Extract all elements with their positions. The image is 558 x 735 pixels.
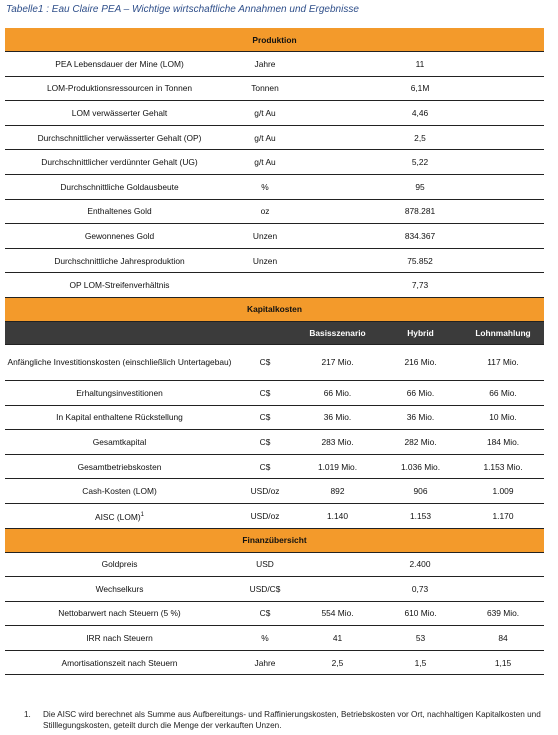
row-label: Erhaltungsinvestitionen: [5, 380, 234, 405]
row-value-hybrid: 610 Mio.: [379, 601, 462, 626]
row-value-base: 283 Mio.: [296, 430, 379, 455]
row-unit: %: [234, 174, 296, 199]
row-value-base: 1.140: [296, 503, 379, 528]
column-header: Lohnmahlung: [462, 321, 544, 344]
table-row: [5, 101, 544, 126]
row-value-base: 554 Mio.: [296, 601, 379, 626]
row-label: Amortisationszeit nach Steuern: [5, 650, 234, 675]
section-header-production: [5, 28, 544, 52]
section-title: Finanzübersicht: [5, 528, 544, 552]
column-header-empty: [5, 321, 234, 344]
row-unit: C$: [234, 430, 296, 455]
table-row: [5, 273, 544, 298]
row-unit: C$: [234, 380, 296, 405]
row-value-base: 892: [296, 479, 379, 504]
footnote-text: Die AISC wird berechnet als Summe aus Aufbereitungs- und Raffinierungskosten, Betriebskosten vor Ort, nachhaltigen Kapitalkosten und Stilllegungskosten, geteilt durch die Menge der verkauften Unzen.: [43, 710, 541, 730]
row-unit: Unzen: [234, 224, 296, 249]
row-value: 834.367: [296, 224, 544, 249]
row-unit: Tonnen: [234, 76, 296, 101]
row-value-hybrid: 282 Mio.: [379, 430, 462, 455]
row-value-toll: 117 Mio.: [462, 344, 544, 380]
row-value-base: 217 Mio.: [296, 344, 379, 380]
footnote-number: 1.: [24, 710, 31, 719]
row-value-hybrid: 216 Mio.: [379, 344, 462, 380]
table-row: [5, 650, 544, 675]
table-row: [5, 224, 544, 249]
row-value: 7,73: [296, 273, 544, 298]
row-label: Durchschnittliche Jahresproduktion: [5, 248, 234, 273]
column-header: Hybrid: [379, 321, 462, 344]
row-value: 6,1M: [296, 76, 544, 101]
row-unit: Jahre: [234, 52, 296, 77]
table-row: [5, 76, 544, 101]
row-value-hybrid: 36 Mio.: [379, 405, 462, 430]
row-value-base: 41: [296, 626, 379, 651]
table-row: [5, 626, 544, 651]
row-unit: USD/C$: [234, 577, 296, 602]
row-value-toll: 1.153 Mio.: [462, 454, 544, 479]
economics-table: [5, 28, 544, 675]
row-value-toll: 1.170: [462, 503, 544, 528]
row-label: IRR nach Steuern: [5, 626, 234, 651]
column-header-empty: [234, 321, 296, 344]
row-value: 2.400: [296, 552, 544, 577]
row-label: Anfängliche Investitionskosten (einschließlich Untertagebau): [5, 344, 234, 380]
row-label: Goldpreis: [5, 552, 234, 577]
row-unit: USD/oz: [234, 479, 296, 504]
section-header-finance: [5, 528, 544, 552]
row-value: 4,46: [296, 101, 544, 126]
row-value-toll: 639 Mio.: [462, 601, 544, 626]
row-value-hybrid: 53: [379, 626, 462, 651]
row-unit: g/t Au: [234, 125, 296, 150]
row-unit: C$: [234, 344, 296, 380]
row-unit: [234, 273, 296, 298]
row-value-hybrid: 1.036 Mio.: [379, 454, 462, 479]
row-label: OP LOM-Streifenverhältnis: [5, 273, 234, 298]
row-value-hybrid: 66 Mio.: [379, 380, 462, 405]
row-unit: oz: [234, 199, 296, 224]
table-row: [5, 150, 544, 175]
row-value-toll: 184 Mio.: [462, 430, 544, 455]
row-value: 95: [296, 174, 544, 199]
row-label: Durchschnittlicher verdünnter Gehalt (UG): [5, 150, 234, 175]
table-row: [5, 552, 544, 577]
row-value-toll: 66 Mio.: [462, 380, 544, 405]
row-label: Nettobarwert nach Steuern (5 %): [5, 601, 234, 626]
row-label: Durchschnittlicher verwässerter Gehalt (OP): [5, 125, 234, 150]
table-row: [5, 174, 544, 199]
row-value-hybrid: 1,5: [379, 650, 462, 675]
row-value-toll: 1.009: [462, 479, 544, 504]
table-row: [5, 479, 544, 504]
row-value-base: 2,5: [296, 650, 379, 675]
row-value-base: 1.019 Mio.: [296, 454, 379, 479]
row-unit: Jahre: [234, 650, 296, 675]
row-value-base: 66 Mio.: [296, 380, 379, 405]
row-label: Wechselkurs: [5, 577, 234, 602]
row-value: 2,5: [296, 125, 544, 150]
row-unit: C$: [234, 454, 296, 479]
row-unit: C$: [234, 601, 296, 626]
row-value: 11: [296, 52, 544, 77]
row-label: Cash-Kosten (LOM): [5, 479, 234, 504]
row-label: Gesamtbetriebskosten: [5, 454, 234, 479]
row-label: LOM-Produktionsressourcen in Tonnen: [5, 76, 234, 101]
row-label: Enthaltenes Gold: [5, 199, 234, 224]
section-title: Produktion: [5, 28, 544, 52]
table-row: [5, 601, 544, 626]
row-unit: %: [234, 626, 296, 651]
table-row: [5, 454, 544, 479]
table-row: [5, 199, 544, 224]
row-label: LOM verwässerter Gehalt: [5, 101, 234, 126]
table-row: [5, 577, 544, 602]
table-row: [5, 380, 544, 405]
row-unit: Unzen: [234, 248, 296, 273]
table-caption: Tabelle1 : Eau Claire PEA – Wichtige wirtschaftliche Annahmen und Ergebnisse: [6, 4, 359, 15]
row-value: 878.281: [296, 199, 544, 224]
table-row: [5, 125, 544, 150]
row-value-base: 36 Mio.: [296, 405, 379, 430]
column-header-row: [5, 321, 544, 344]
row-unit: USD/oz: [234, 503, 296, 528]
row-unit: USD: [234, 552, 296, 577]
table-row: [5, 430, 544, 455]
row-value-hybrid: 906: [379, 479, 462, 504]
table-row: [5, 503, 544, 528]
table-row: [5, 248, 544, 273]
row-unit: C$: [234, 405, 296, 430]
table-row: [5, 52, 544, 77]
row-value: 0,73: [296, 577, 544, 602]
row-value-toll: 1,15: [462, 650, 544, 675]
table-row: [5, 344, 544, 380]
column-header: Basisszenario: [296, 321, 379, 344]
row-unit: g/t Au: [234, 150, 296, 175]
row-label: Durchschnittliche Goldausbeute: [5, 174, 234, 199]
row-value-toll: 10 Mio.: [462, 405, 544, 430]
row-label: PEA Lebensdauer der Mine (LOM): [5, 52, 234, 77]
row-value-hybrid: 1.153: [379, 503, 462, 528]
row-label: In Kapital enthaltene Rückstellung: [5, 405, 234, 430]
section-header-capital: [5, 297, 544, 321]
section-title: Kapitalkosten: [5, 297, 544, 321]
row-value: 75.852: [296, 248, 544, 273]
footnote-marker: 1: [140, 511, 144, 518]
row-unit: g/t Au: [234, 101, 296, 126]
row-label: Gewonnenes Gold: [5, 224, 234, 249]
row-value: 5,22: [296, 150, 544, 175]
row-label: AISC (LOM)$^1$: [5, 503, 234, 528]
table-row: [5, 405, 544, 430]
row-label: Gesamtkapital: [5, 430, 234, 455]
row-value-toll: 84: [462, 626, 544, 651]
